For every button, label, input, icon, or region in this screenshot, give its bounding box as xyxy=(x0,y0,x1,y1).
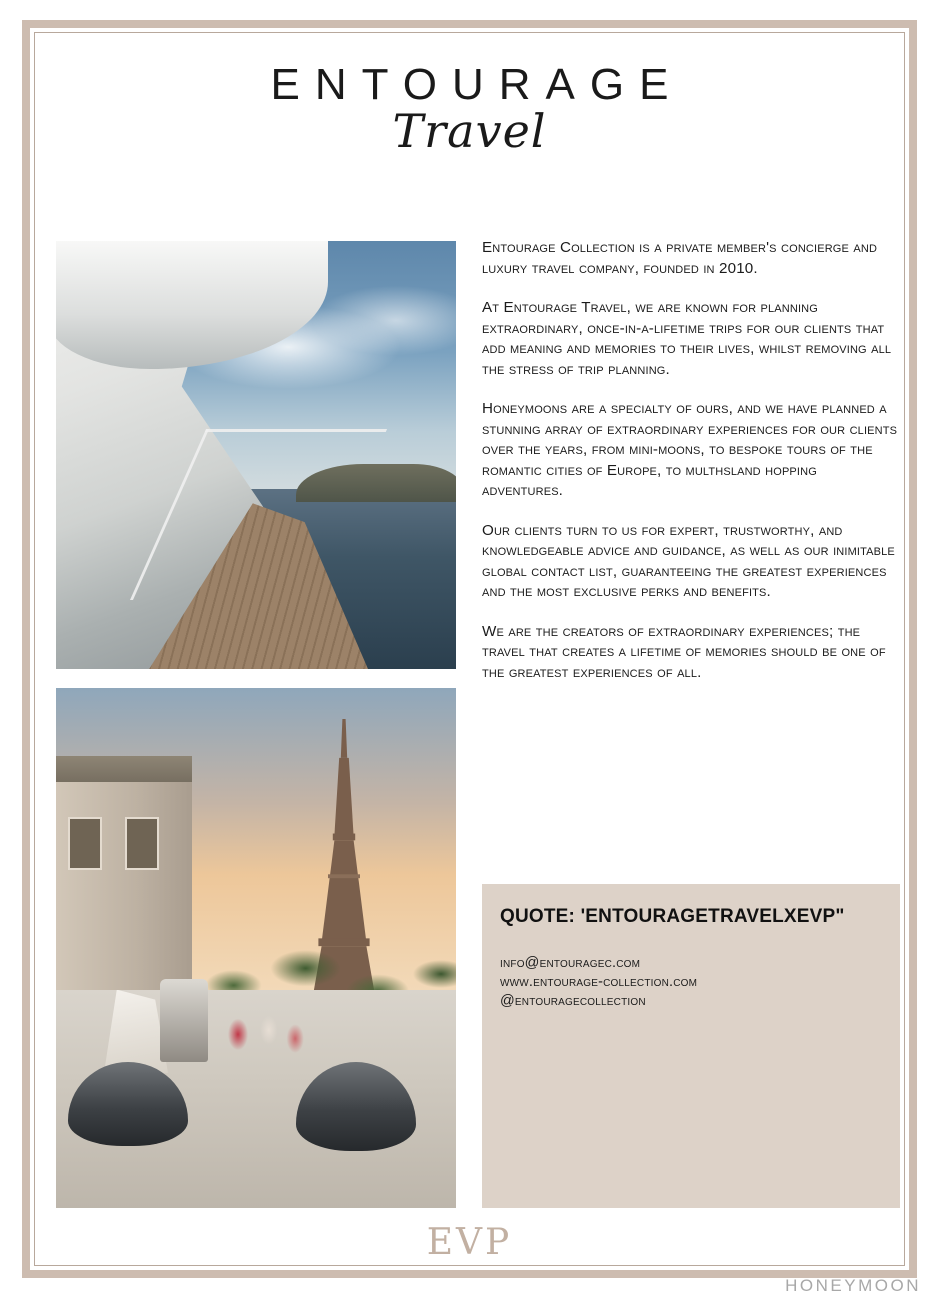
contact-email[interactable]: info@entouragec.com xyxy=(500,955,641,971)
evp-logo: EVP xyxy=(426,1222,513,1263)
brand-masthead xyxy=(34,60,905,158)
yacht-image xyxy=(56,241,456,669)
brand-subname: Travel xyxy=(392,104,547,158)
paragraph-closing: We are the creators of extraordinary experiences; the travel that creates a lifetime of memories should be one of the greatest experiences of all. xyxy=(482,622,886,681)
paris-balcony-image xyxy=(56,688,456,1208)
brand-name: ENTOURAGE xyxy=(270,60,684,109)
paragraph-intro: Entourage Collection is a private member's concierge and luxury travel company, founded in 2010. xyxy=(482,239,878,277)
quote-code: QUOTE: 'ENTOURAGETRAVELXEVP" xyxy=(500,906,845,927)
ice-bucket xyxy=(160,979,208,1062)
contact-social[interactable]: @entouragecollection xyxy=(500,993,646,1009)
quote-contact-panel xyxy=(482,884,900,1208)
paragraph-planning: At Entourage Travel, we are known for planning extraordinary, once-in-a-lifetime trips for our clients that add meaning and memories to their lives, whilst removing all the stress of trip planning. xyxy=(482,299,892,378)
contact-website[interactable]: www.entourage-collection.com xyxy=(500,974,698,990)
body-copy xyxy=(482,238,900,702)
paragraph-honeymoons: Honeymoons are a specialty of ours, and we have planned a stunning array of extraordinary experiences for our clients over the years, from mini-moons, to bespoke tours of the romantic cities of Europe, to multhsland hopping adventures. xyxy=(482,400,898,499)
glassware xyxy=(216,984,304,1067)
paragraph-expertise: Our clients turn to us for expert, trustworthy, and knowledgeable advice and guidance, as well as our inimitable global contact list, guaranteeing the greatest experiences and the most exclusive perks and benefits. xyxy=(482,521,895,600)
honeymoon-label: HONEYMOON xyxy=(785,1276,921,1295)
